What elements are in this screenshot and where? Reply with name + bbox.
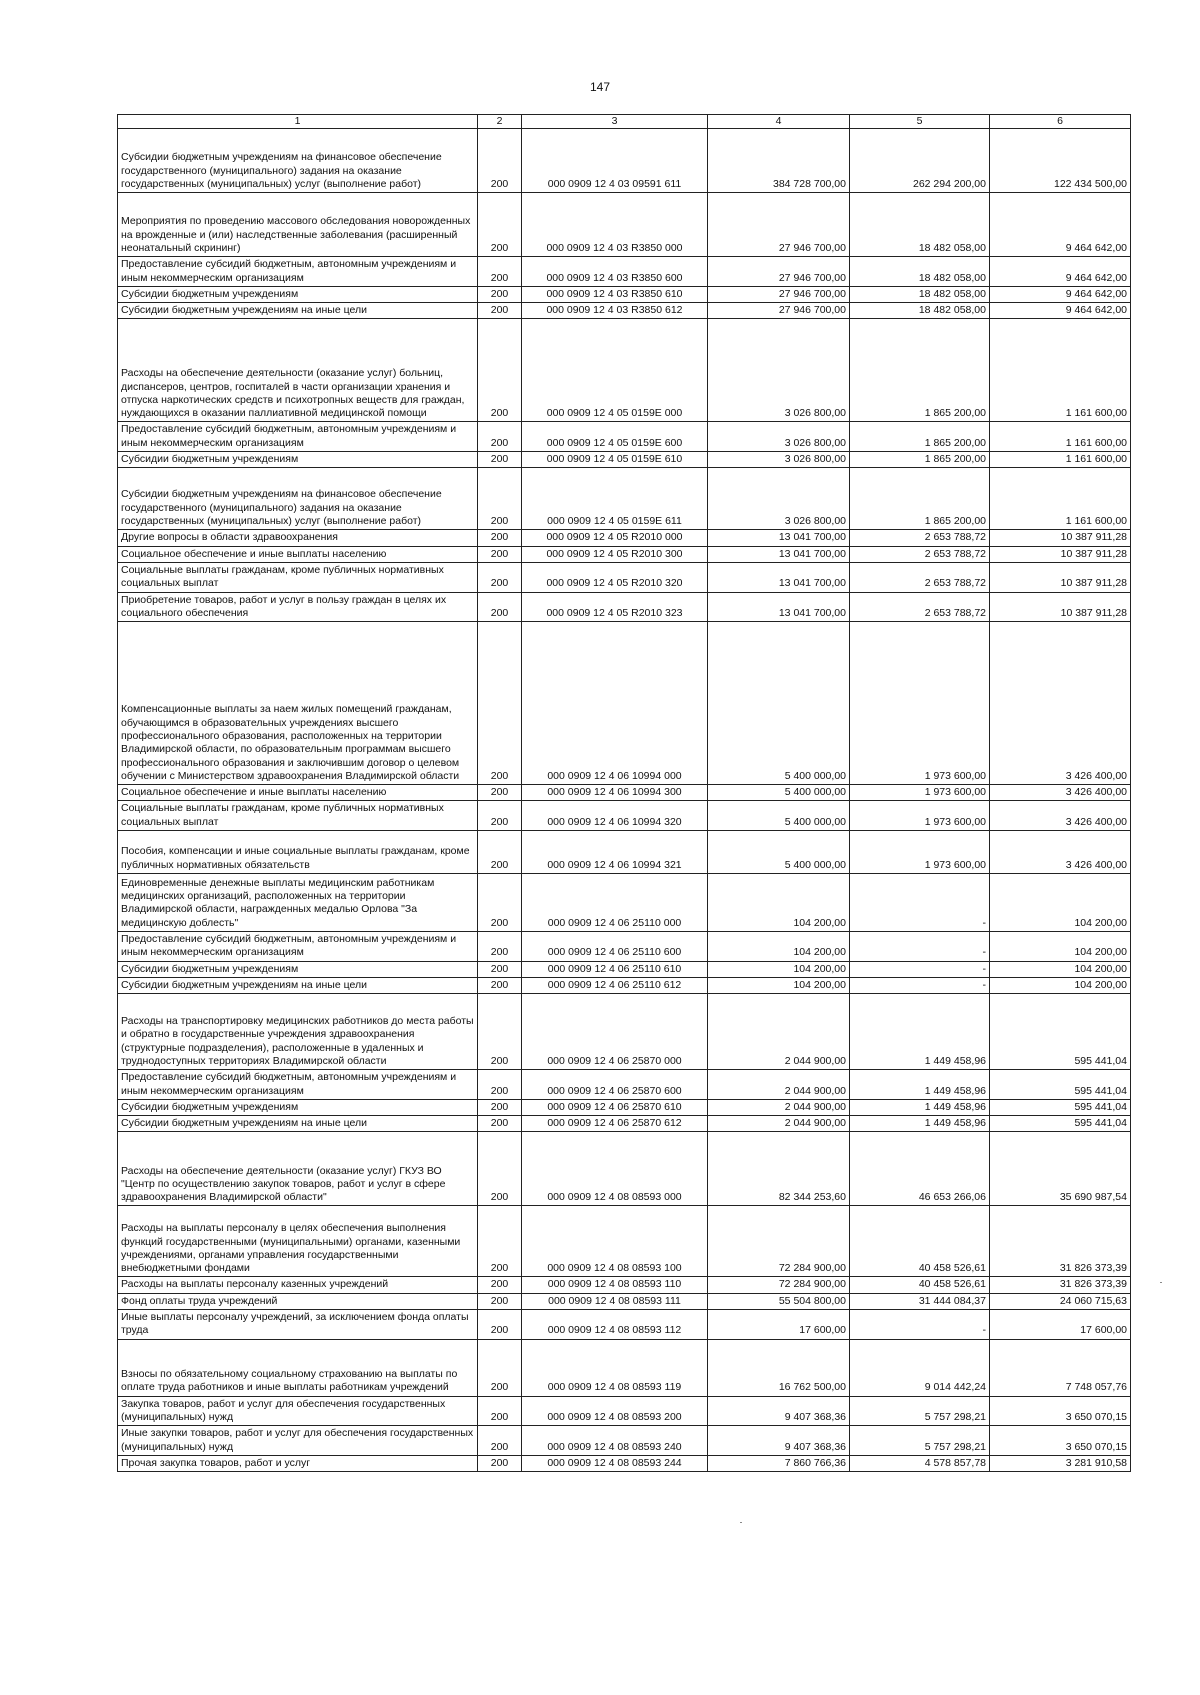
- column-header: 3: [522, 115, 708, 129]
- table-row: [118, 452, 1131, 468]
- row-code-cell: 200: [478, 1396, 522, 1426]
- row-kbk-cell: 000 0909 12 4 03 R3850 600: [522, 257, 708, 287]
- row-value-col5: 18 482 058,00: [850, 286, 990, 302]
- row-value-col6: 31 826 373,39: [990, 1206, 1131, 1277]
- row-code-cell: 200: [478, 592, 522, 622]
- row-value-col6: 104 200,00: [990, 977, 1131, 993]
- table-row: [118, 257, 1131, 287]
- scan-speck: [740, 1522, 742, 1523]
- row-kbk-cell: 000 0909 12 4 08 08593 000: [522, 1132, 708, 1206]
- row-name-cell: Субсидии бюджетным учреждениям: [118, 1099, 478, 1115]
- row-kbk-cell: 000 0909 12 4 06 10994 000: [522, 622, 708, 785]
- row-name-cell: Мероприятия по проведению массового обследования новорожденных на врожденные и (или) наследственные заболевания (расширенный неонатальный скрининг): [118, 193, 478, 257]
- row-name-cell: Субсидии бюджетным учреждениям на иные цели: [118, 977, 478, 993]
- row-code-cell: 200: [478, 286, 522, 302]
- row-name-cell: Социальные выплаты гражданам, кроме публичных нормативных социальных выплат: [118, 562, 478, 592]
- row-value-col5: 1 449 458,96: [850, 1099, 990, 1115]
- row-value-col6: 10 387 911,28: [990, 530, 1131, 546]
- table-row: [118, 1310, 1131, 1340]
- row-name-cell: Пособия, компенсации и иные социальные выплаты гражданам, кроме публичных нормативных обязательств: [118, 831, 478, 874]
- scan-speck: [1160, 1282, 1162, 1283]
- table-row: [118, 831, 1131, 874]
- row-value-col5: 1 973 600,00: [850, 801, 990, 831]
- row-name-cell: Предоставление субсидий бюджетным, автономным учреждениям и иным некоммерческим организациям: [118, 1070, 478, 1100]
- row-code-cell: 200: [478, 961, 522, 977]
- row-value-col6: 3 426 400,00: [990, 785, 1131, 801]
- row-value-col4: 3 026 800,00: [708, 468, 850, 530]
- row-value-col5: 1 449 458,96: [850, 994, 990, 1070]
- row-code-cell: 200: [478, 1310, 522, 1340]
- row-kbk-cell: 000 0909 12 4 06 25870 610: [522, 1099, 708, 1115]
- row-value-col4: 104 200,00: [708, 874, 850, 932]
- row-value-col4: 2 044 900,00: [708, 994, 850, 1070]
- row-kbk-cell: 000 0909 12 4 05 0159E 000: [522, 319, 708, 422]
- row-value-col4: 104 200,00: [708, 977, 850, 993]
- row-kbk-cell: 000 0909 12 4 08 08593 240: [522, 1426, 708, 1456]
- row-value-col6: 1 161 600,00: [990, 422, 1131, 452]
- row-value-col5: -: [850, 1310, 990, 1340]
- row-kbk-cell: 000 0909 12 4 06 25110 610: [522, 961, 708, 977]
- row-value-col6: 595 441,04: [990, 1099, 1131, 1115]
- table-row: [118, 1396, 1131, 1426]
- table-row: [118, 1132, 1131, 1206]
- row-code-cell: 200: [478, 801, 522, 831]
- table-row: [118, 1116, 1131, 1132]
- row-code-cell: 200: [478, 319, 522, 422]
- row-value-col6: 104 200,00: [990, 961, 1131, 977]
- row-value-col6: 24 060 715,63: [990, 1293, 1131, 1309]
- row-name-cell: Единовременные денежные выплаты медицинским работникам медицинских организаций, расположенных на территории Владимирской области, награжденных медалью Орлова "За медицинскую доблесть": [118, 874, 478, 932]
- table-row: [118, 622, 1131, 785]
- column-header: 2: [478, 115, 522, 129]
- row-value-col4: 3 026 800,00: [708, 452, 850, 468]
- row-value-col4: 5 400 000,00: [708, 622, 850, 785]
- table-row: [118, 1339, 1131, 1396]
- row-code-cell: 200: [478, 994, 522, 1070]
- row-value-col6: 35 690 987,54: [990, 1132, 1131, 1206]
- row-name-cell: Другие вопросы в области здравоохранения: [118, 530, 478, 546]
- row-value-col4: 3 026 800,00: [708, 319, 850, 422]
- row-kbk-cell: 000 0909 12 4 06 10994 321: [522, 831, 708, 874]
- row-value-col5: 40 458 526,61: [850, 1277, 990, 1293]
- row-value-col5: -: [850, 977, 990, 993]
- row-kbk-cell: 000 0909 12 4 08 08593 119: [522, 1339, 708, 1396]
- row-value-col4: 16 762 500,00: [708, 1339, 850, 1396]
- row-value-col6: 7 748 057,76: [990, 1339, 1131, 1396]
- row-value-col4: 3 026 800,00: [708, 422, 850, 452]
- row-name-cell: Субсидии бюджетным учреждениям: [118, 452, 478, 468]
- row-code-cell: 200: [478, 785, 522, 801]
- row-value-col6: 3 650 070,15: [990, 1426, 1131, 1456]
- row-value-col4: 13 041 700,00: [708, 546, 850, 562]
- row-value-col4: 55 504 800,00: [708, 1293, 850, 1309]
- row-code-cell: 200: [478, 1099, 522, 1115]
- row-kbk-cell: 000 0909 12 4 06 25110 600: [522, 932, 708, 962]
- row-kbk-cell: 000 0909 12 4 08 08593 100: [522, 1206, 708, 1277]
- table-row: [118, 977, 1131, 993]
- row-kbk-cell: 000 0909 12 4 05 0159E 611: [522, 468, 708, 530]
- row-value-col5: 1 449 458,96: [850, 1116, 990, 1132]
- row-value-col4: 104 200,00: [708, 932, 850, 962]
- row-code-cell: 200: [478, 452, 522, 468]
- table-row: [118, 422, 1131, 452]
- row-kbk-cell: 000 0909 12 4 08 08593 111: [522, 1293, 708, 1309]
- row-code-cell: 200: [478, 1426, 522, 1456]
- row-kbk-cell: 000 0909 12 4 05 R2010 320: [522, 562, 708, 592]
- row-value-col5: 40 458 526,61: [850, 1206, 990, 1277]
- row-value-col5: 2 653 788,72: [850, 546, 990, 562]
- row-name-cell: Субсидии бюджетным учреждениям на иные цели: [118, 303, 478, 319]
- column-header: 5: [850, 115, 990, 129]
- row-value-col4: 72 284 900,00: [708, 1277, 850, 1293]
- row-value-col6: 10 387 911,28: [990, 546, 1131, 562]
- row-value-col6: 9 464 642,00: [990, 303, 1131, 319]
- row-name-cell: Субсидии бюджетным учреждениям: [118, 961, 478, 977]
- row-kbk-cell: 000 0909 12 4 05 0159E 600: [522, 422, 708, 452]
- row-value-col6: 3 281 910,58: [990, 1455, 1131, 1471]
- row-value-col6: 1 161 600,00: [990, 452, 1131, 468]
- row-value-col6: 122 434 500,00: [990, 129, 1131, 193]
- row-kbk-cell: 000 0909 12 4 05 0159E 610: [522, 452, 708, 468]
- row-value-col6: 9 464 642,00: [990, 257, 1131, 287]
- row-value-col6: 104 200,00: [990, 932, 1131, 962]
- row-value-col6: 104 200,00: [990, 874, 1131, 932]
- row-code-cell: 200: [478, 1277, 522, 1293]
- row-code-cell: 200: [478, 977, 522, 993]
- row-code-cell: 200: [478, 303, 522, 319]
- row-name-cell: Расходы на выплаты персоналу казенных учреждений: [118, 1277, 478, 1293]
- row-value-col5: -: [850, 932, 990, 962]
- table-row: [118, 994, 1131, 1070]
- row-kbk-cell: 000 0909 12 4 05 R2010 323: [522, 592, 708, 622]
- row-value-col6: 9 464 642,00: [990, 193, 1131, 257]
- table-row: [118, 961, 1131, 977]
- column-header: 4: [708, 115, 850, 129]
- row-kbk-cell: 000 0909 12 4 03 09591 611: [522, 129, 708, 193]
- row-value-col4: 5 400 000,00: [708, 801, 850, 831]
- row-name-cell: Субсидии бюджетным учреждениям: [118, 286, 478, 302]
- table-row: [118, 1455, 1131, 1471]
- row-value-col4: 13 041 700,00: [708, 592, 850, 622]
- row-value-col6: 595 441,04: [990, 1070, 1131, 1100]
- table-row: [118, 874, 1131, 932]
- row-value-col5: 1 865 200,00: [850, 452, 990, 468]
- table-row: [118, 1070, 1131, 1100]
- row-value-col4: 5 400 000,00: [708, 785, 850, 801]
- row-name-cell: Приобретение товаров, работ и услуг в пользу граждан в целях их социального обеспечения: [118, 592, 478, 622]
- row-code-cell: 200: [478, 422, 522, 452]
- row-code-cell: 200: [478, 1455, 522, 1471]
- row-value-col5: 2 653 788,72: [850, 562, 990, 592]
- row-value-col6: 595 441,04: [990, 1116, 1131, 1132]
- row-code-cell: 200: [478, 1206, 522, 1277]
- row-name-cell: Компенсационные выплаты за наем жилых помещений гражданам, обучающимся в образовательных учреждениях высшего профессионального образования, расположенных на территории Владимирской области, по образовательным программам высшего профессионального образования и заключившим договор о целевом обучении с Министерством здравоохранения Владимирской области: [118, 622, 478, 785]
- row-value-col4: 2 044 900,00: [708, 1116, 850, 1132]
- row-name-cell: Взносы по обязательному социальному страхованию на выплаты по оплате труда работников и иные выплаты работникам учреждений: [118, 1339, 478, 1396]
- row-value-col4: 5 400 000,00: [708, 831, 850, 874]
- row-value-col6: 1 161 600,00: [990, 319, 1131, 422]
- row-value-col5: 5 757 298,21: [850, 1396, 990, 1426]
- table-row: [118, 546, 1131, 562]
- row-value-col5: 1 865 200,00: [850, 319, 990, 422]
- table-row: [118, 592, 1131, 622]
- row-value-col6: 10 387 911,28: [990, 592, 1131, 622]
- row-code-cell: 200: [478, 1116, 522, 1132]
- table-row: [118, 562, 1131, 592]
- row-kbk-cell: 000 0909 12 4 06 25870 600: [522, 1070, 708, 1100]
- row-kbk-cell: 000 0909 12 4 06 25110 612: [522, 977, 708, 993]
- row-name-cell: Предоставление субсидий бюджетным, автономным учреждениям и иным некоммерческим организациям: [118, 257, 478, 287]
- column-header: 1: [118, 115, 478, 129]
- row-kbk-cell: 000 0909 12 4 06 25110 000: [522, 874, 708, 932]
- table-row: [118, 129, 1131, 193]
- table-row: [118, 319, 1131, 422]
- row-code-cell: 200: [478, 129, 522, 193]
- row-value-col4: 27 946 700,00: [708, 303, 850, 319]
- row-value-col5: 9 014 442,24: [850, 1339, 990, 1396]
- row-value-col5: 1 973 600,00: [850, 785, 990, 801]
- row-kbk-cell: 000 0909 12 4 08 08593 200: [522, 1396, 708, 1426]
- row-name-cell: Расходы на обеспечение деятельности (оказание услуг) ГКУЗ ВО "Центр по осуществлению закупок товаров, работ и услуг в сфере здравоохранения Владимирской области": [118, 1132, 478, 1206]
- row-kbk-cell: 000 0909 12 4 08 08593 112: [522, 1310, 708, 1340]
- row-value-col4: 13 041 700,00: [708, 562, 850, 592]
- row-value-col6: 3 426 400,00: [990, 622, 1131, 785]
- row-value-col4: 9 407 368,36: [708, 1396, 850, 1426]
- row-code-cell: 200: [478, 874, 522, 932]
- row-value-col5: 1 865 200,00: [850, 468, 990, 530]
- row-name-cell: Иные выплаты персоналу учреждений, за исключением фонда оплаты труда: [118, 1310, 478, 1340]
- row-value-col6: 3 426 400,00: [990, 801, 1131, 831]
- table-row: [118, 303, 1131, 319]
- row-value-col6: 3 650 070,15: [990, 1396, 1131, 1426]
- row-value-col4: 384 728 700,00: [708, 129, 850, 193]
- row-kbk-cell: 000 0909 12 4 06 25870 612: [522, 1116, 708, 1132]
- row-value-col4: 82 344 253,60: [708, 1132, 850, 1206]
- row-kbk-cell: 000 0909 12 4 06 25870 000: [522, 994, 708, 1070]
- row-name-cell: Расходы на выплаты персоналу в целях обеспечения выполнения функций государственными (муниципальными) органами, казенными учреждениями, органами управления государственными внебюджетными фондами: [118, 1206, 478, 1277]
- table-row: [118, 785, 1131, 801]
- row-code-cell: 200: [478, 468, 522, 530]
- row-value-col6: 17 600,00: [990, 1310, 1131, 1340]
- table-row: [118, 801, 1131, 831]
- row-kbk-cell: 000 0909 12 4 03 R3850 612: [522, 303, 708, 319]
- row-code-cell: 200: [478, 546, 522, 562]
- row-name-cell: Фонд оплаты труда учреждений: [118, 1293, 478, 1309]
- row-value-col4: 9 407 368,36: [708, 1426, 850, 1456]
- row-value-col5: 1 973 600,00: [850, 622, 990, 785]
- row-kbk-cell: 000 0909 12 4 06 10994 300: [522, 785, 708, 801]
- row-value-col5: -: [850, 961, 990, 977]
- table-row: [118, 193, 1131, 257]
- page-number: 147: [589, 80, 611, 94]
- row-code-cell: 200: [478, 932, 522, 962]
- row-name-cell: Субсидии бюджетным учреждениям на финансовое обеспечение государственного (муниципального) задания на оказание государственных (муниципальных) услуг (выполнение работ): [118, 468, 478, 530]
- row-value-col5: 31 444 084,37: [850, 1293, 990, 1309]
- row-kbk-cell: 000 0909 12 4 05 R2010 300: [522, 546, 708, 562]
- row-code-cell: 200: [478, 257, 522, 287]
- row-kbk-cell: 000 0909 12 4 03 R3850 000: [522, 193, 708, 257]
- row-value-col4: 27 946 700,00: [708, 257, 850, 287]
- row-value-col4: 17 600,00: [708, 1310, 850, 1340]
- row-code-cell: 200: [478, 831, 522, 874]
- row-value-col4: 2 044 900,00: [708, 1070, 850, 1100]
- row-code-cell: 200: [478, 562, 522, 592]
- row-name-cell: Социальное обеспечение и иные выплаты населению: [118, 785, 478, 801]
- row-value-col4: 2 044 900,00: [708, 1099, 850, 1115]
- row-value-col5: 1 865 200,00: [850, 422, 990, 452]
- row-code-cell: 200: [478, 1339, 522, 1396]
- row-kbk-cell: 000 0909 12 4 08 08593 110: [522, 1277, 708, 1293]
- row-value-col5: 18 482 058,00: [850, 193, 990, 257]
- row-name-cell: Субсидии бюджетным учреждениям на иные цели: [118, 1116, 478, 1132]
- row-value-col4: 7 860 766,36: [708, 1455, 850, 1471]
- row-code-cell: 200: [478, 193, 522, 257]
- row-name-cell: Расходы на транспортировку медицинских работников до места работы и обратно в государственные учреждения здравоохранения (структурные подразделения), расположенные в удаленных и труднодоступных территориях Владимирской области: [118, 994, 478, 1070]
- row-value-col5: 2 653 788,72: [850, 530, 990, 546]
- row-value-col5: 1 449 458,96: [850, 1070, 990, 1100]
- row-value-col6: 9 464 642,00: [990, 286, 1131, 302]
- table-row: [118, 1206, 1131, 1277]
- row-value-col5: 2 653 788,72: [850, 592, 990, 622]
- row-value-col5: 4 578 857,78: [850, 1455, 990, 1471]
- row-value-col5: 18 482 058,00: [850, 257, 990, 287]
- table-row: [118, 468, 1131, 530]
- table-row: [118, 1099, 1131, 1115]
- row-name-cell: Прочая закупка товаров, работ и услуг: [118, 1455, 478, 1471]
- row-name-cell: Социальное обеспечение и иные выплаты населению: [118, 546, 478, 562]
- row-name-cell: Расходы на обеспечение деятельности (оказание услуг) больниц, диспансеров, центров, госпиталей в части организации хранения и отпуска наркотических средств и психотропных веществ для граждан, нуждающихся в оказании паллиативной медицинской помощи: [118, 319, 478, 422]
- row-kbk-cell: 000 0909 12 4 08 08593 244: [522, 1455, 708, 1471]
- row-value-col5: 5 757 298,21: [850, 1426, 990, 1456]
- table-row: [118, 1277, 1131, 1293]
- row-value-col6: 1 161 600,00: [990, 468, 1131, 530]
- row-code-cell: 200: [478, 622, 522, 785]
- row-code-cell: 200: [478, 1070, 522, 1100]
- row-code-cell: 200: [478, 1132, 522, 1206]
- column-header: 6: [990, 115, 1131, 129]
- budget-table: [117, 114, 1131, 1472]
- row-value-col4: 72 284 900,00: [708, 1206, 850, 1277]
- header-row: [118, 115, 1131, 129]
- table-row: [118, 1293, 1131, 1309]
- row-kbk-cell: 000 0909 12 4 05 R2010 000: [522, 530, 708, 546]
- row-value-col6: 31 826 373,39: [990, 1277, 1131, 1293]
- row-code-cell: 200: [478, 1293, 522, 1309]
- row-name-cell: Предоставление субсидий бюджетным, автономным учреждениям и иным некоммерческим организациям: [118, 932, 478, 962]
- row-name-cell: Предоставление субсидий бюджетным, автономным учреждениям и иным некоммерческим организациям: [118, 422, 478, 452]
- row-name-cell: Социальные выплаты гражданам, кроме публичных нормативных социальных выплат: [118, 801, 478, 831]
- row-value-col4: 104 200,00: [708, 961, 850, 977]
- row-value-col6: 3 426 400,00: [990, 831, 1131, 874]
- row-value-col5: 18 482 058,00: [850, 303, 990, 319]
- row-value-col5: 46 653 266,06: [850, 1132, 990, 1206]
- row-value-col5: 262 294 200,00: [850, 129, 990, 193]
- row-kbk-cell: 000 0909 12 4 06 10994 320: [522, 801, 708, 831]
- row-kbk-cell: 000 0909 12 4 03 R3850 610: [522, 286, 708, 302]
- row-name-cell: Иные закупки товаров, работ и услуг для обеспечения государственных (муниципальных) нужд: [118, 1426, 478, 1456]
- row-name-cell: Субсидии бюджетным учреждениям на финансовое обеспечение государственного (муниципального) задания на оказание государственных (муниципальных) услуг (выполнение работ): [118, 129, 478, 193]
- row-value-col6: 595 441,04: [990, 994, 1131, 1070]
- table-row: [118, 1426, 1131, 1456]
- row-name-cell: Закупка товаров, работ и услуг для обеспечения государственных (муниципальных) нужд: [118, 1396, 478, 1426]
- row-value-col4: 13 041 700,00: [708, 530, 850, 546]
- row-value-col6: 10 387 911,28: [990, 562, 1131, 592]
- table-row: [118, 932, 1131, 962]
- row-value-col4: 27 946 700,00: [708, 286, 850, 302]
- row-value-col5: -: [850, 874, 990, 932]
- table-row: [118, 286, 1131, 302]
- table-row: [118, 530, 1131, 546]
- budget-table-body: [118, 129, 1131, 1472]
- row-value-col4: 27 946 700,00: [708, 193, 850, 257]
- row-value-col5: 1 973 600,00: [850, 831, 990, 874]
- row-code-cell: 200: [478, 530, 522, 546]
